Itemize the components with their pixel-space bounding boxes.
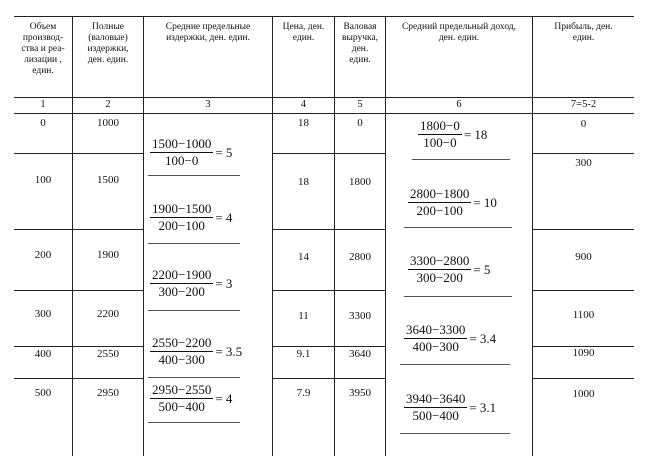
marginal-revenue-formula: [404, 323, 496, 354]
formula-underline: [148, 377, 240, 378]
header-total-cost: Полные (валовые) издержки, ден. един.: [87, 22, 129, 65]
price-cell: 18: [298, 117, 309, 129]
formula-numerator: 3300−2800: [410, 253, 470, 268]
row-divider: [532, 153, 634, 154]
col-number: 2: [105, 99, 111, 110]
profit-cell: 0: [580, 118, 587, 130]
formula-denominator: 200−100: [416, 203, 463, 218]
formula-result: = 18: [463, 126, 488, 142]
row-divider: [272, 290, 385, 291]
row-divider: [14, 290, 143, 291]
formula-denominator: 200−100: [158, 218, 205, 233]
formula-denominator: 100−0: [165, 153, 199, 168]
volume-cell: 100: [34, 174, 52, 186]
formula-result: = 4: [215, 390, 233, 406]
formula-result: = 4: [215, 209, 233, 225]
row-divider: [532, 378, 634, 379]
marginal-cost-formula: [150, 137, 232, 168]
total-cost-cell: 2950: [97, 387, 119, 399]
profit-cell: 300: [575, 157, 592, 169]
formula-numerator: 2800−1800: [410, 186, 470, 201]
row-divider: [272, 229, 385, 230]
total-cost-cell: 2550: [97, 348, 119, 360]
formula-result: = 5: [473, 261, 491, 277]
formula-underline: [412, 159, 510, 160]
volume-cell: 300: [34, 308, 52, 320]
formula-numerator: 2550−2200: [152, 335, 212, 350]
total-cost-cell: 2200: [97, 308, 119, 320]
table-top-border: [14, 16, 634, 17]
volume-cell: 0: [40, 117, 46, 129]
price-cell: 18: [298, 176, 309, 188]
formula-denominator: 100−0: [423, 135, 457, 150]
formula-denominator: 500−400: [158, 399, 205, 414]
price-cell: 9.1: [296, 348, 311, 360]
col-number: 4: [300, 99, 307, 110]
formula-result: = 3: [215, 275, 233, 291]
row-divider: [272, 346, 385, 347]
formula-underline: [148, 422, 240, 423]
formula-underline: [404, 227, 512, 228]
profit-cell: 1100: [572, 309, 595, 321]
formula-numerator: 1800−0: [420, 118, 460, 133]
col-number: 7=5-2: [570, 99, 597, 110]
col-number: 3: [205, 99, 211, 110]
col-number: 5: [357, 99, 363, 110]
formula-underline: [400, 364, 510, 365]
formula-numerator: 1500−1000: [152, 136, 212, 151]
col-number: 1: [40, 99, 46, 110]
price-cell: 7.9: [296, 387, 311, 399]
formula-denominator: 400−300: [158, 352, 205, 367]
price-cell: 14: [298, 251, 309, 263]
formula-underline: [400, 433, 510, 434]
marginal-revenue-formula: [408, 254, 490, 285]
marginal-revenue-formula: [408, 187, 497, 218]
header-revenue: Валовая выручка, ден. един.: [341, 22, 379, 65]
header-marginal-revenue: Средний предельный доход, ден. един.: [401, 22, 517, 43]
row-divider: [14, 346, 143, 347]
header-volume: Объем производ- ства и реа- лизации , един.: [21, 22, 65, 76]
formula-denominator: 300−200: [416, 270, 463, 285]
formula-numerator: 2200−1900: [152, 267, 212, 282]
row-divider: [14, 153, 143, 154]
price-cell: 11: [298, 310, 309, 322]
row-divider: [272, 378, 385, 379]
formula-underline: [148, 310, 240, 311]
marginal-revenue-formula: [418, 119, 487, 150]
header-price: Цена, ден. един.: [282, 22, 325, 43]
formula-numerator: 3940−3640: [406, 391, 466, 406]
profit-cell: 1090: [572, 347, 595, 359]
row-divider: [272, 153, 385, 154]
revenue-cell: 3640: [349, 348, 371, 360]
total-cost-cell: 1900: [97, 249, 119, 261]
marginal-cost-formula: [150, 268, 232, 299]
marginal-cost-formula: [150, 383, 232, 414]
marginal-cost-formula: [150, 336, 242, 367]
colnum-divider: [14, 113, 634, 114]
col-divider: [385, 16, 386, 456]
marginal-revenue-formula: [404, 392, 496, 423]
formula-result: = 3.5: [215, 343, 243, 359]
col-number: 6: [456, 99, 462, 110]
total-cost-cell: 1500: [97, 174, 119, 186]
marginal-cost-formula: [150, 202, 232, 233]
row-divider: [532, 290, 634, 291]
formula-underline: [148, 175, 240, 176]
formula-denominator: 300−200: [158, 284, 205, 299]
col-divider: [143, 16, 144, 456]
header-profit: Прибыль, ден. един.: [554, 22, 613, 43]
row-divider: [14, 229, 143, 230]
profit-cell: 900: [575, 251, 592, 263]
total-cost-cell: 1000: [97, 117, 119, 129]
volume-cell: 400: [34, 348, 52, 360]
header-marginal-cost: Средние предельные издержки, ден. един.: [165, 22, 251, 43]
formula-numerator: 2950−2550: [152, 382, 212, 397]
formula-numerator: 1900−1500: [152, 201, 212, 216]
revenue-cell: 0: [357, 117, 363, 129]
row-divider: [14, 378, 143, 379]
formula-underline: [148, 243, 240, 244]
formula-denominator: 400−300: [412, 339, 459, 354]
revenue-cell: 3950: [349, 387, 371, 399]
formula-numerator: 3640−3300: [406, 322, 466, 337]
revenue-cell: 2800: [349, 251, 371, 263]
header-divider: [14, 97, 634, 98]
volume-cell: 200: [34, 249, 52, 261]
formula-result: = 3.1: [469, 399, 497, 415]
formula-result: = 5: [215, 144, 233, 160]
profit-cell: 1000: [572, 388, 595, 400]
volume-cell: 500: [34, 387, 52, 399]
formula-denominator: 500−400: [412, 408, 459, 423]
revenue-cell: 1800: [349, 176, 371, 188]
formula-result: = 3.4: [469, 330, 497, 346]
row-divider: [532, 229, 634, 230]
revenue-cell: 3300: [349, 310, 371, 322]
formula-result: = 10: [473, 194, 497, 210]
formula-underline: [404, 296, 512, 297]
